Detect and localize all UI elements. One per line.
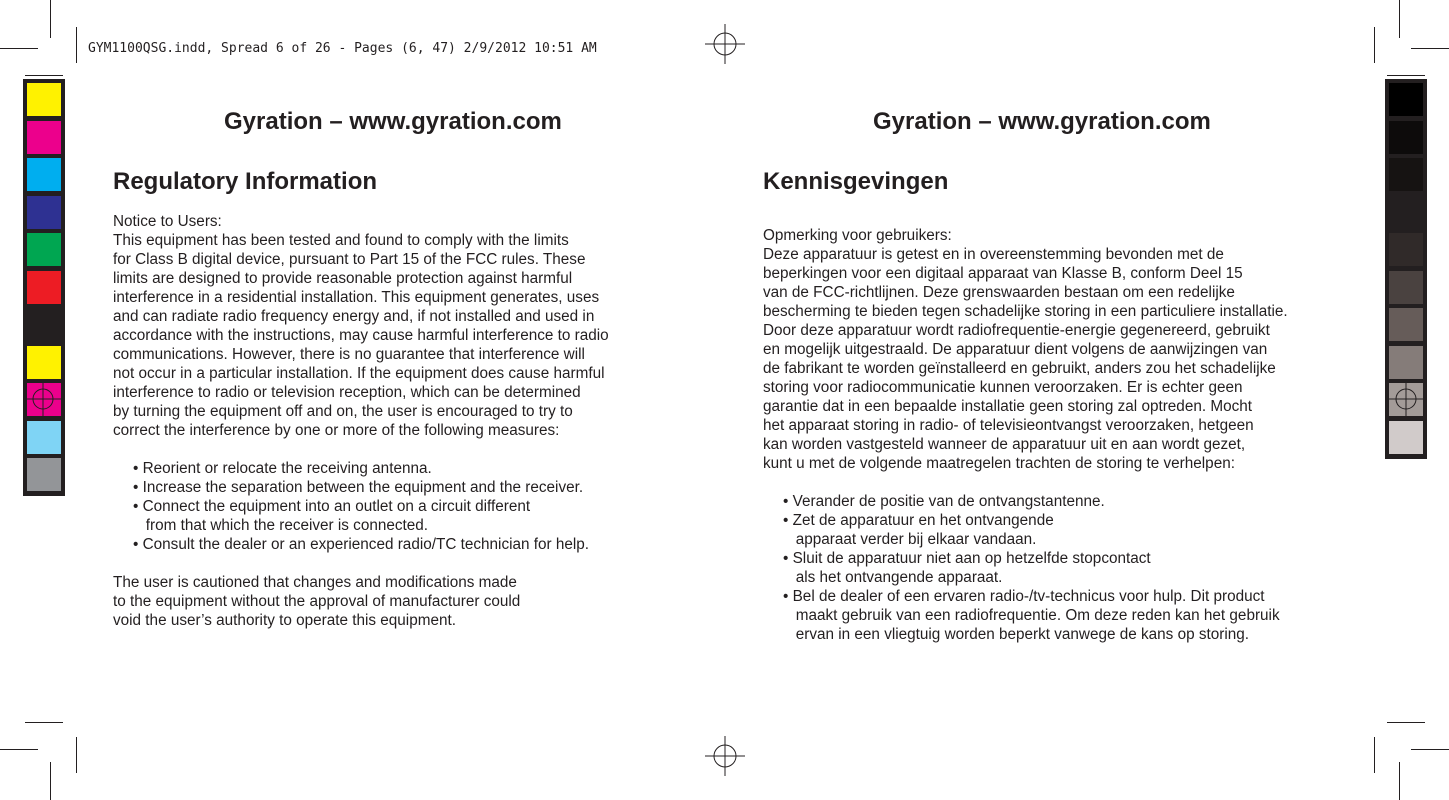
list-item-line: from that which the receiver is connected.: [133, 517, 429, 534]
regulatory-body: [113, 212, 609, 630]
color-swatch: [1389, 196, 1423, 229]
intro-line: Door deze apparatuur wordt radiofrequentie-energie gegenereerd, gebruikt: [763, 322, 1270, 339]
color-swatch: [27, 458, 61, 491]
crop-mark: [76, 737, 77, 773]
intro-line: storing voor radiocommunicatie kunnen veroorzaken. Er is echter geen: [763, 379, 1243, 396]
crop-mark: [0, 48, 38, 49]
list-item: [133, 497, 609, 535]
list-item: [783, 511, 1288, 549]
color-swatch: [27, 83, 61, 116]
intro-line: beperkingen voor een digitaal apparaat van Klasse B, conform Deel 15: [763, 265, 1243, 282]
color-swatch: [1389, 271, 1423, 304]
site-title: Gyration – www.gyration.com: [224, 108, 562, 135]
intro-line: and can radiate radio frequency energy and, if not installed and used in: [113, 308, 595, 325]
registration-mark-icon: [705, 24, 745, 64]
crop-mark: [1374, 27, 1375, 63]
list-item-line: • Zet de apparatuur en het ontvangende: [783, 512, 1054, 529]
color-swatch: [1389, 346, 1423, 379]
intro-paragraph: [113, 231, 609, 440]
color-bar-left: [23, 79, 65, 496]
intro-line: garantie dat in een bepaalde installatie geen storing zal optreden. Mocht: [763, 398, 1252, 415]
color-swatch: [1389, 158, 1423, 191]
color-swatch: [1389, 233, 1423, 266]
color-swatch: [1389, 308, 1423, 341]
list-item: [783, 549, 1288, 587]
color-swatch: [1389, 121, 1423, 154]
list-item: [133, 459, 609, 478]
list-item: [133, 535, 609, 554]
site-title: Gyration – www.gyration.com: [873, 108, 1211, 135]
crop-mark: [50, 762, 51, 800]
closing-line: The user is cautioned that changes and modifications made: [113, 574, 517, 591]
crop-mark: [1387, 75, 1425, 76]
crop-mark: [1411, 749, 1449, 750]
crop-mark: [1374, 737, 1375, 773]
color-swatch: [27, 346, 61, 379]
crop-mark: [50, 0, 51, 38]
intro-paragraph: [763, 245, 1288, 473]
print-slug-line: GYM1100QSG.indd, Spread 6 of 26 - Pages (6, 47) 2/9/2012 10:51 AM: [88, 41, 597, 56]
intro-label: Notice to Users:: [113, 213, 222, 230]
closing-paragraph: [113, 573, 609, 630]
color-swatch: [27, 271, 61, 304]
intro-line: interference in a residential installation. This equipment generates, uses: [113, 289, 600, 306]
intro-line: accordance with the instructions, may cause harmful interference to radio: [113, 327, 609, 344]
list-item-line: • Consult the dealer or an experienced radio/TC technician for help.: [133, 536, 590, 553]
list-item-line: • Verander de positie van de ontvangstantenne.: [783, 493, 1105, 510]
list-item: [783, 587, 1288, 644]
color-swatch: [1389, 421, 1423, 454]
crop-mark: [1411, 48, 1449, 49]
crop-mark: [0, 749, 38, 750]
color-swatch: [27, 421, 61, 454]
list-item-line: maakt gebruik van een radiofrequentie. Om deze reden kan het gebruik: [783, 607, 1280, 624]
registration-mark-icon: [24, 380, 62, 418]
list-item-line: • Reorient or relocate the receiving antenna.: [133, 460, 432, 477]
section-heading: Regulatory Information: [113, 168, 378, 195]
intro-line: limits are designed to provide reasonable protection against harmful: [113, 270, 573, 287]
intro-line: het apparaat storing in radio- of televisieontvangst veroorzaken, hetgeen: [763, 417, 1254, 434]
list-item: [783, 492, 1288, 511]
registration-mark-icon: [705, 736, 745, 776]
intro-line: not occur in a particular installation. If the equipment does cause harmful: [113, 365, 605, 382]
intro-line: correct the interference by one or more of the following measures:: [113, 422, 560, 439]
closing-line: void the user’s authority to operate this equipment.: [113, 612, 456, 629]
list-item-line: apparaat verder bij elkaar vandaan.: [783, 531, 1037, 548]
intro-label: Opmerking voor gebruikers:: [763, 227, 952, 244]
intro-line: interference to radio or television reception, which can be determined: [113, 384, 581, 401]
list-item-line: • Bel de dealer of een ervaren radio-/tv-technicus voor hulp. Dit product: [783, 588, 1265, 605]
registration-mark-icon: [1387, 380, 1425, 418]
intro-line: en mogelijk uitgestraald. De apparatuur dient volgens de aanwijzingen van: [763, 341, 1268, 358]
list-item-line: • Sluit de apparatuur niet aan op hetzelfde stopcontact: [783, 550, 1151, 567]
intro-line: by turning the equipment off and on, the user is encouraged to try to: [113, 403, 573, 420]
intro-line: This equipment has been tested and found to comply with the limits: [113, 232, 569, 249]
section-heading: Kennisgevingen: [763, 168, 949, 195]
crop-mark: [25, 722, 63, 723]
intro-line: Deze apparatuur is getest en in overeenstemming bevonden met de: [763, 246, 1224, 263]
list-item-line: ervan in een vliegtuig worden beperkt vanwege de kans op storing.: [783, 626, 1249, 643]
color-swatch: [27, 121, 61, 154]
color-swatch: [1389, 83, 1423, 116]
intro-line: for Class B digital device, pursuant to Part 15 of the FCC rules. These: [113, 251, 586, 268]
intro-line: communications. However, there is no guarantee that interference will: [113, 346, 585, 363]
intro-line: bescherming te bieden tegen schadelijke storing in een particuliere installatie.: [763, 303, 1288, 320]
crop-mark: [1399, 762, 1400, 800]
list-item-line: • Connect the equipment into an outlet on a circuit different: [133, 498, 531, 515]
color-swatch: [27, 233, 61, 266]
color-swatch: [27, 158, 61, 191]
list-item-line: • Increase the separation between the equipment and the receiver.: [133, 479, 584, 496]
intro-line: van de FCC-richtlijnen. Deze grenswaarden bestaan om een redelijke: [763, 284, 1235, 301]
measures-list: [133, 459, 609, 554]
intro-line: de fabrikant te worden geïnstalleerd en gebruikt, anders zou het schadelijke: [763, 360, 1276, 377]
color-swatch: [27, 196, 61, 229]
intro-line: kan worden vastgesteld wanneer de apparatuur uit en aan wordt gezet,: [763, 436, 1246, 453]
measures-list: [783, 492, 1288, 644]
regulatory-body: [763, 226, 1288, 644]
crop-mark: [76, 27, 77, 63]
crop-mark: [1399, 0, 1400, 38]
crop-mark: [25, 75, 63, 76]
color-swatch: [27, 308, 61, 341]
crop-mark: [1387, 722, 1425, 723]
closing-line: to the equipment without the approval of manufacturer could: [113, 593, 521, 610]
list-item: [133, 478, 609, 497]
intro-line: kunt u met de volgende maatregelen trachten de storing te verhelpen:: [763, 455, 1235, 472]
list-item-line: als het ontvangende apparaat.: [783, 569, 1003, 586]
